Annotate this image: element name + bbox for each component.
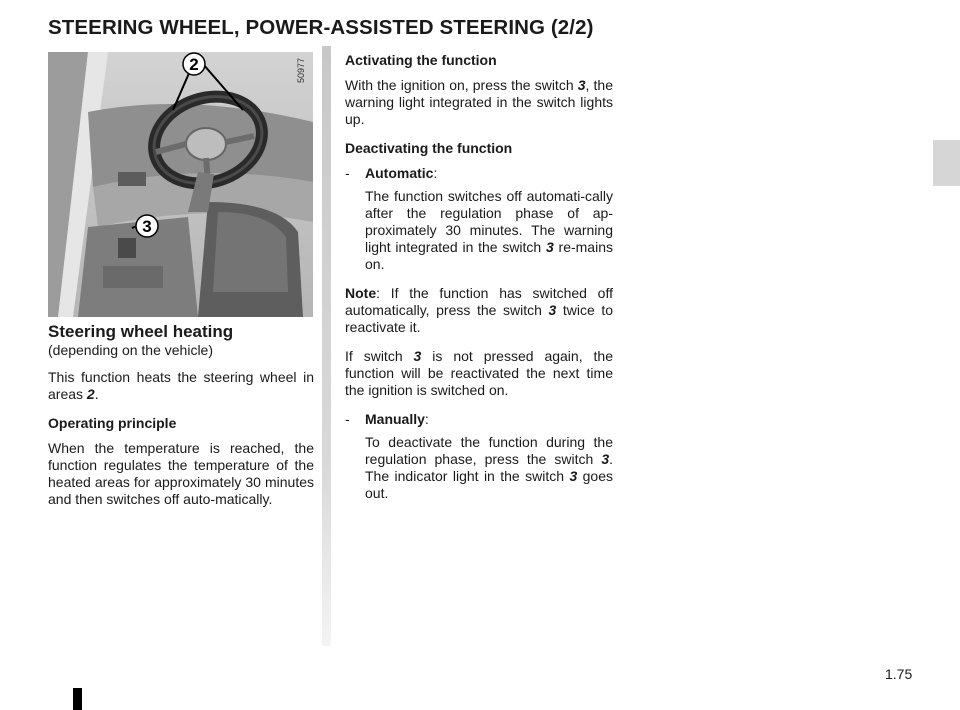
activating-heading: Activating the function: [345, 52, 497, 68]
manually-text: To deactivate the function during the regulation phase, press the switch 3. The indicator light in the switch 3 goes out.: [365, 434, 614, 501]
activating-text: With the ignition on, press the switch 3, the warning light integrated in the switch lights up.: [345, 77, 614, 127]
intro-paragraph: This function heats the steering wheel in areas 2.: [48, 369, 314, 402]
svg-text:3: 3: [142, 217, 152, 236]
callout-2: [183, 53, 205, 75]
image-reference-code: 50977: [296, 58, 306, 84]
operating-principle-text: When the temperature is reached, the function regulates the temperature of the heated areas for approximately 30 minutes and then switches off auto-matically.: [48, 440, 314, 507]
page-title: STEERING WHEEL, POWER-ASSISTED STEERING (2/2): [48, 16, 594, 39]
automatic-item: - Automatic:: [345, 165, 438, 181]
operating-principle-heading: Operating principle: [48, 415, 177, 431]
chapter-tab: [933, 140, 960, 186]
svg-text:2: 2: [189, 55, 199, 74]
callout-3: [136, 215, 158, 237]
right-column: [345, 52, 613, 514]
manually-item: - Manually:: [345, 411, 429, 427]
automatic-text: The function switches off automati-cally after the regulation phase of ap-proximately 30 minutes. The warning light integrated in the switch 3 re-mains on.: [365, 188, 613, 272]
column-divider: [322, 46, 331, 646]
dashboard-illustration: [48, 52, 313, 317]
page-number: 1.75: [885, 666, 913, 682]
steering-wheel-drawing: [48, 52, 313, 317]
left-column: [48, 322, 314, 520]
reactivation-paragraph: If switch 3 is not pressed again, the function will be reactivated the next time the ignition is switched on.: [345, 348, 613, 398]
deactivating-heading: Deactivating the function: [345, 140, 513, 156]
section-heading: Steering wheel heating: [48, 322, 234, 341]
section-subnote: (depending on the vehicle): [48, 342, 214, 358]
corner-mark: [73, 688, 82, 710]
note-paragraph: Note: If the function has switched off automatically, press the switch 3 twice to reactivate it.: [345, 285, 613, 335]
